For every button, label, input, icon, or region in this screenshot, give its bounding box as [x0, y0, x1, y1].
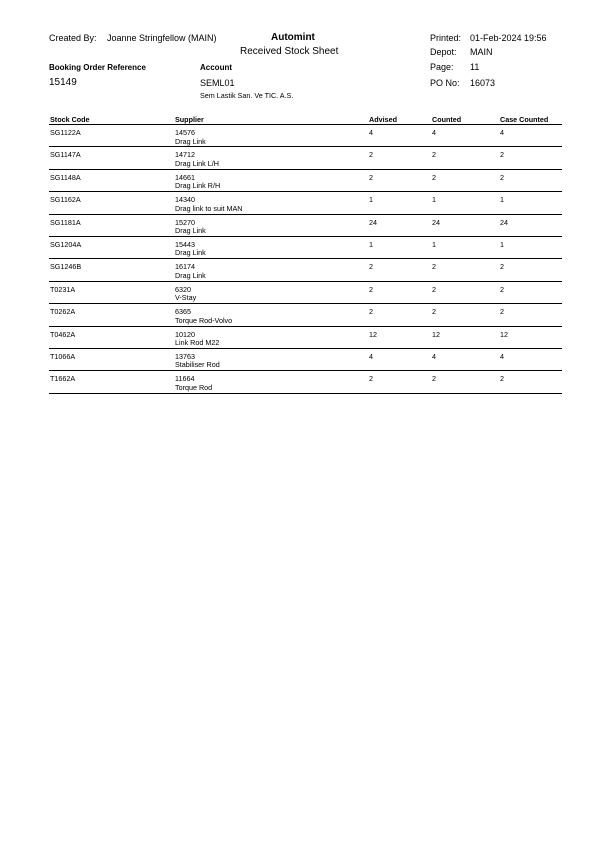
depot-value: MAIN	[470, 47, 493, 57]
counted-cell: 2	[432, 374, 436, 384]
counted-cell: 2	[432, 307, 436, 317]
description-cell: Stabiliser Rod	[175, 360, 220, 370]
booking-ref-value: 15149	[49, 77, 77, 88]
table-body	[49, 125, 562, 394]
table-row	[49, 215, 562, 237]
description-cell: Drag Link R/H	[175, 181, 221, 191]
case-counted-cell: 2	[500, 307, 504, 317]
supplier-code-cell: 6320	[175, 284, 191, 294]
table-row	[49, 259, 562, 281]
table-row	[49, 327, 562, 349]
stock-code-cell: SG1181A	[50, 217, 81, 227]
case-counted-cell: 2	[500, 172, 504, 182]
counted-cell: 12	[432, 329, 440, 339]
printed-label: Printed:	[430, 33, 462, 43]
col-case-counted: Case Counted	[500, 115, 549, 124]
case-counted-cell: 2	[500, 150, 504, 160]
counted-cell: 1	[432, 195, 436, 205]
case-counted-cell: 1	[500, 195, 504, 205]
advised-cell: 4	[369, 351, 373, 361]
stock-code-cell: SG1148A	[50, 172, 81, 182]
stock-code-cell: SG1246B	[50, 262, 82, 272]
advised-cell: 24	[369, 217, 377, 227]
table-row	[49, 147, 562, 169]
supplier-code-cell: 14661	[175, 172, 195, 182]
advised-cell: 2	[369, 284, 373, 294]
po-value: 16073	[470, 78, 496, 88]
created-by-label: Created By:	[49, 33, 97, 43]
stock-code-cell: T0262A	[50, 307, 76, 317]
stock-table	[49, 114, 562, 394]
stock-code-cell: SG1162A	[50, 195, 81, 205]
case-counted-cell: 1	[500, 239, 504, 249]
description-cell: Drag Link	[175, 248, 206, 258]
case-counted-cell: 2	[500, 262, 504, 272]
stock-code-cell: T1662A	[50, 374, 76, 384]
company-name: Automint	[271, 32, 315, 43]
description-cell: Drag Link	[175, 136, 206, 146]
table-row	[49, 237, 562, 259]
description-cell: Drag link to suit MAN	[175, 203, 243, 213]
page-value: 11	[470, 62, 480, 72]
col-counted: Counted	[432, 115, 462, 124]
booking-ref-label: Booking Order Reference	[49, 63, 146, 72]
advised-cell: 1	[369, 239, 373, 249]
case-counted-cell: 24	[500, 217, 508, 227]
supplier-code-cell: 15270	[175, 217, 195, 227]
supplier-code-cell: 14340	[175, 195, 195, 205]
stock-code-cell: SG1147A	[50, 150, 81, 160]
advised-cell: 1	[369, 195, 373, 205]
depot-label: Depot:	[430, 47, 457, 57]
table-row	[49, 304, 562, 326]
case-counted-cell: 4	[500, 351, 504, 361]
advised-cell: 2	[369, 374, 373, 384]
counted-cell: 24	[432, 217, 440, 227]
stock-code-cell: T0462A	[50, 329, 76, 339]
account-name: Sem Lastik San. Ve TIC. A.S.	[200, 91, 294, 100]
case-counted-cell: 12	[500, 329, 508, 339]
advised-cell: 12	[369, 329, 377, 339]
advised-cell: 2	[369, 150, 373, 160]
supplier-code-cell: 11664	[175, 374, 195, 384]
po-label: PO No:	[430, 78, 460, 88]
table-row	[49, 125, 562, 147]
counted-cell: 2	[432, 262, 436, 272]
table-row	[49, 282, 562, 304]
table-header	[49, 114, 562, 125]
supplier-code-cell: 14576	[175, 128, 195, 137]
col-advised: Advised	[369, 115, 397, 124]
stock-code-cell: T0231A	[50, 284, 76, 294]
table-row	[49, 371, 562, 393]
col-stock-code: Stock Code	[50, 115, 90, 124]
description-cell: V-Stay	[175, 293, 197, 303]
case-counted-cell: 4	[500, 128, 504, 137]
counted-cell: 2	[432, 172, 436, 182]
description-cell: Drag Link L/H	[175, 158, 219, 168]
description-cell: Torque Rod-Volvo	[175, 315, 233, 325]
table-row	[49, 170, 562, 192]
supplier-code-cell: 6365	[175, 307, 191, 317]
case-counted-cell: 2	[500, 374, 504, 384]
supplier-code-cell: 15443	[175, 239, 195, 249]
sheet-title: Received Stock Sheet	[240, 46, 339, 57]
counted-cell: 4	[432, 128, 436, 137]
counted-cell: 2	[432, 150, 436, 160]
counted-cell: 1	[432, 239, 436, 249]
printed-value: 01-Feb-2024 19:56	[470, 33, 547, 43]
advised-cell: 2	[369, 262, 373, 272]
advised-cell: 4	[369, 128, 373, 137]
table-row	[49, 192, 562, 214]
page-label: Page:	[430, 62, 454, 72]
counted-cell: 4	[432, 351, 436, 361]
supplier-code-cell: 16174	[175, 262, 195, 272]
counted-cell: 2	[432, 284, 436, 294]
description-cell: Link Rod M22	[175, 338, 220, 348]
col-supplier: Supplier	[175, 115, 204, 124]
account-label: Account	[200, 63, 232, 72]
description-cell: Drag Link	[175, 226, 206, 236]
case-counted-cell: 2	[500, 284, 504, 294]
stock-code-cell: T1066A	[50, 351, 76, 361]
stock-code-cell: SG1204A	[50, 239, 82, 249]
advised-cell: 2	[369, 307, 373, 317]
description-cell: Torque Rod	[175, 382, 213, 392]
created-by-value: Joanne Stringfellow (MAIN)	[107, 33, 217, 43]
stock-code-cell: SG1122A	[50, 128, 81, 137]
table-row	[49, 349, 562, 371]
supplier-code-cell: 10120	[175, 329, 195, 339]
supplier-code-cell: 14712	[175, 150, 195, 160]
account-code: SEML01	[200, 78, 235, 88]
description-cell: Drag Link	[175, 270, 206, 280]
advised-cell: 2	[369, 172, 373, 182]
supplier-code-cell: 13763	[175, 351, 195, 361]
